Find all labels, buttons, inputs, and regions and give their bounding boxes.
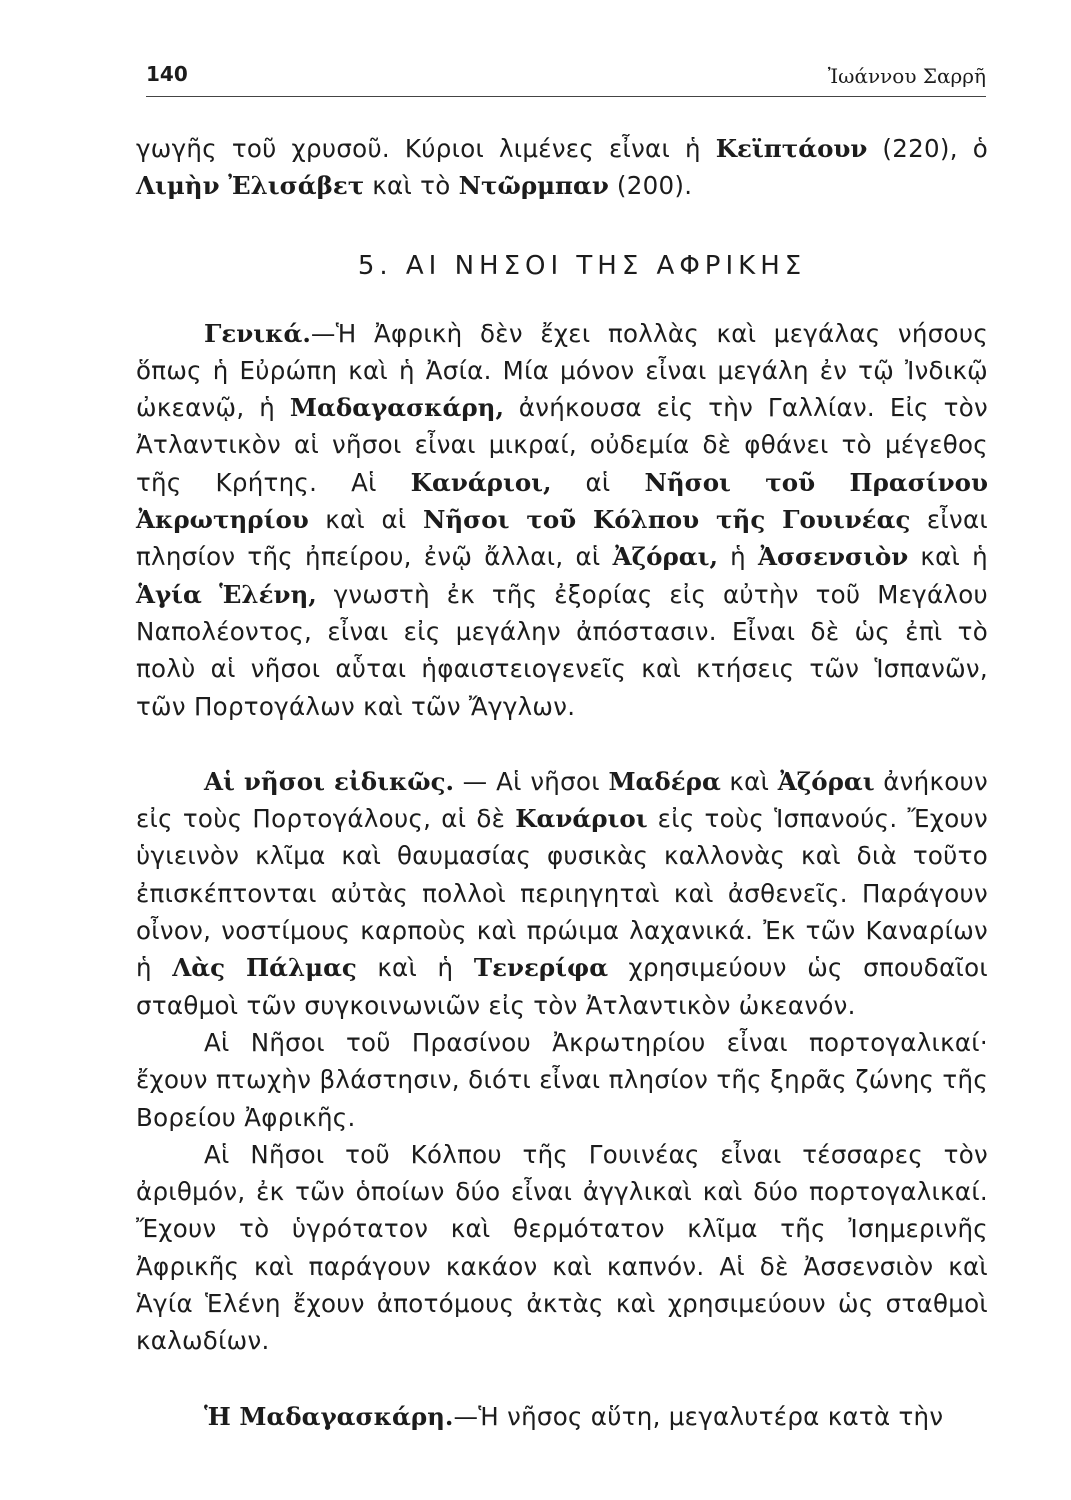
bold-term: Κανάριοι (515, 804, 648, 834)
text-run: καὶ τὸ (364, 171, 459, 201)
text-run: γωγῆς τοῦ χρυσοῦ. Κύριοι λιμένες εἶναι ἡ (136, 134, 716, 163)
running-title: Ἰωάννου Σαρρῆ (827, 64, 986, 88)
guinea-paragraph: Αἱ Νῆσοι τοῦ Κόλπου τῆς Γουινέας εἶναι τέσσαρες τὸν ἀριθμόν, ἐκ τῶν ὁποίων δύο εἶναι ἀγγλικαὶ καὶ δύο πορτογαλικαί. Ἔχουν τὸ ὑγρότατον καὶ θερμότατον κλῖμα τῆς Ἰσημερινῆς Ἀφρικῆς καὶ παράγουν κακάον καὶ καπνόν. Αἱ δὲ Ἀσσενσιὸν καὶ Ἁγία Ἑλένη ἔχουν ἀποτόμους ἀκτὰς καὶ χρησιμεύουν ὡς σταθμοὶ καλωδίων. (136, 1139, 988, 1356)
bold-term: Νῆσοι τοῦ Κόλπου τῆς Γουινέας (422, 505, 911, 535)
text-run: εἰς τοὺς Ἱσπανούς. Ἔχουν ὑγιεινὸν κλῖμα καὶ θαυμασίας φυσικὰς καλλονὰς καὶ διὰ τοῦτο ἐπισκέπτονται αὐτὰς πολλοὶ περιηγηταὶ καὶ ἀσθενεῖς. Παράγουν οἶνον, νοστίμους καρποὺς καὶ πρώιμα λαχανικά. Ἐκ τῶν Καναρίων ἡ (136, 804, 988, 983)
bold-term: Λιμὴν Ἐλισάβετ (136, 171, 365, 201)
cape-verde-paragraph: Αἱ Νῆσοι τοῦ Πρασίνου Ἀκρωτηρίου εἶναι πορτογαλικαί· ἔχουν πτωχὴν βλάστησιν, διότι εἶναι πλησίον τῆς ξηρᾶς ζώνης τῆς Βορείου Ἀφρικῆς. (136, 1027, 988, 1132)
text-run: ἀνήκουν εἰς τοὺς Πορτογάλους, αἱ δὲ (136, 766, 988, 834)
header-rule (146, 96, 986, 97)
intro-paragraph (136, 130, 988, 205)
general-paragraph (136, 315, 988, 725)
paragraph-heading: Γενικά. (204, 318, 311, 348)
bold-term: Ἀζόραι (777, 766, 875, 796)
text-run: καὶ ἡ (356, 953, 474, 983)
bold-term: Μαδέρα (608, 766, 721, 796)
text-run: —Ἡ νῆσος αὕτη, μεγαλυτέρα κατὰ τὴν (453, 1401, 944, 1431)
paragraph-heading: Αἱ νῆσοι εἰδικῶς. (204, 766, 455, 796)
text-run: καὶ (720, 766, 778, 796)
text-run: ἀνήκουσα εἰς τὴν Γαλλίαν. Εἰς τὸν Ἀτλαντικὸν αἱ νῆσοι εἶναι μικραί, οὐδεμία δὲ φθάνει τὸ μέγεθος τῆς Κρήτης. Αἱ (136, 393, 988, 497)
bold-term: Ἁγία Ἑλένη, (136, 579, 317, 609)
text-run: (220), ὁ (867, 134, 989, 163)
bold-term: Τενερίφα (473, 953, 609, 983)
page-header (146, 58, 986, 92)
text-run: καὶ αἱ (308, 505, 423, 535)
bold-term: Κεϊπτάουν (715, 134, 868, 163)
specific-paragraph (136, 763, 988, 1024)
section-title: 5. ΑΙ ΝΗΣΟΙ ΤΗΣ ΑΦΡΙΚΗΣ (357, 250, 807, 281)
page-body (136, 130, 988, 1435)
text-run: εἶναι πλησίον τῆς ἠπείρου, ἐνῷ ἄλλαι, αἱ (136, 505, 989, 572)
text-run: αἱ (551, 467, 645, 497)
text-run: (200). (608, 171, 693, 201)
text-run: καὶ ἡ (908, 542, 988, 572)
bold-term: Κανάριοι, (410, 467, 552, 497)
bold-term: Ντῶρμπαν (458, 171, 609, 201)
text-run: ἡ (718, 542, 758, 572)
text-run: χρησιμεύουν ὡς σπουδαῖοι σταθμοὶ τῶν συγκοινωνιῶν εἰς τὸν Ἀτλαντικὸν ὠκεανόν. (136, 953, 989, 1020)
bold-term: Μαδαγασκάρη, (289, 393, 504, 423)
bold-term: Λὰς Πάλμας (172, 953, 357, 983)
text-run: — Αἱ νῆσοι (454, 766, 609, 796)
page-number: 140 (146, 62, 188, 86)
bold-term: Ἀσσενσιὸν (757, 542, 909, 572)
text-run: γνωστὴ ἐκ τῆς ἐξορίας εἰς αὐτὴν τοῦ Μεγάλου Ναπολέοντος, εἶναι εἰς μεγάλην ἀπόστασιν. Εἶναι δὲ ὡς ἐπὶ τὸ πολὺ αἱ νῆσοι αὗται ἡφαιστειογενεῖς καὶ κτήσεις τῶν Ἱσπανῶν, τῶν Πορτογάλων καὶ τῶν Ἄγγλων. (136, 579, 988, 721)
bold-term: Ἀζόραι, (612, 542, 718, 572)
bold-term: Νῆσοι τοῦ Πρασίνου Ἀκρωτηρίου (136, 467, 988, 535)
madagascar-paragraph (136, 1398, 988, 1435)
text-run: —Ἡ Ἀφρικὴ δὲν ἔχει πολλὰς καὶ μεγάλας νήσους ὅπως ἡ Εὐρώπη καὶ ἡ Ἀσία. Μία μόνον εἶναι μεγάλη ἐν τῷ Ἰνδικῷ ὠκεανῷ, ἡ (136, 318, 988, 423)
paragraph-heading: Ἡ Μαδαγασκάρη. (204, 1401, 454, 1431)
